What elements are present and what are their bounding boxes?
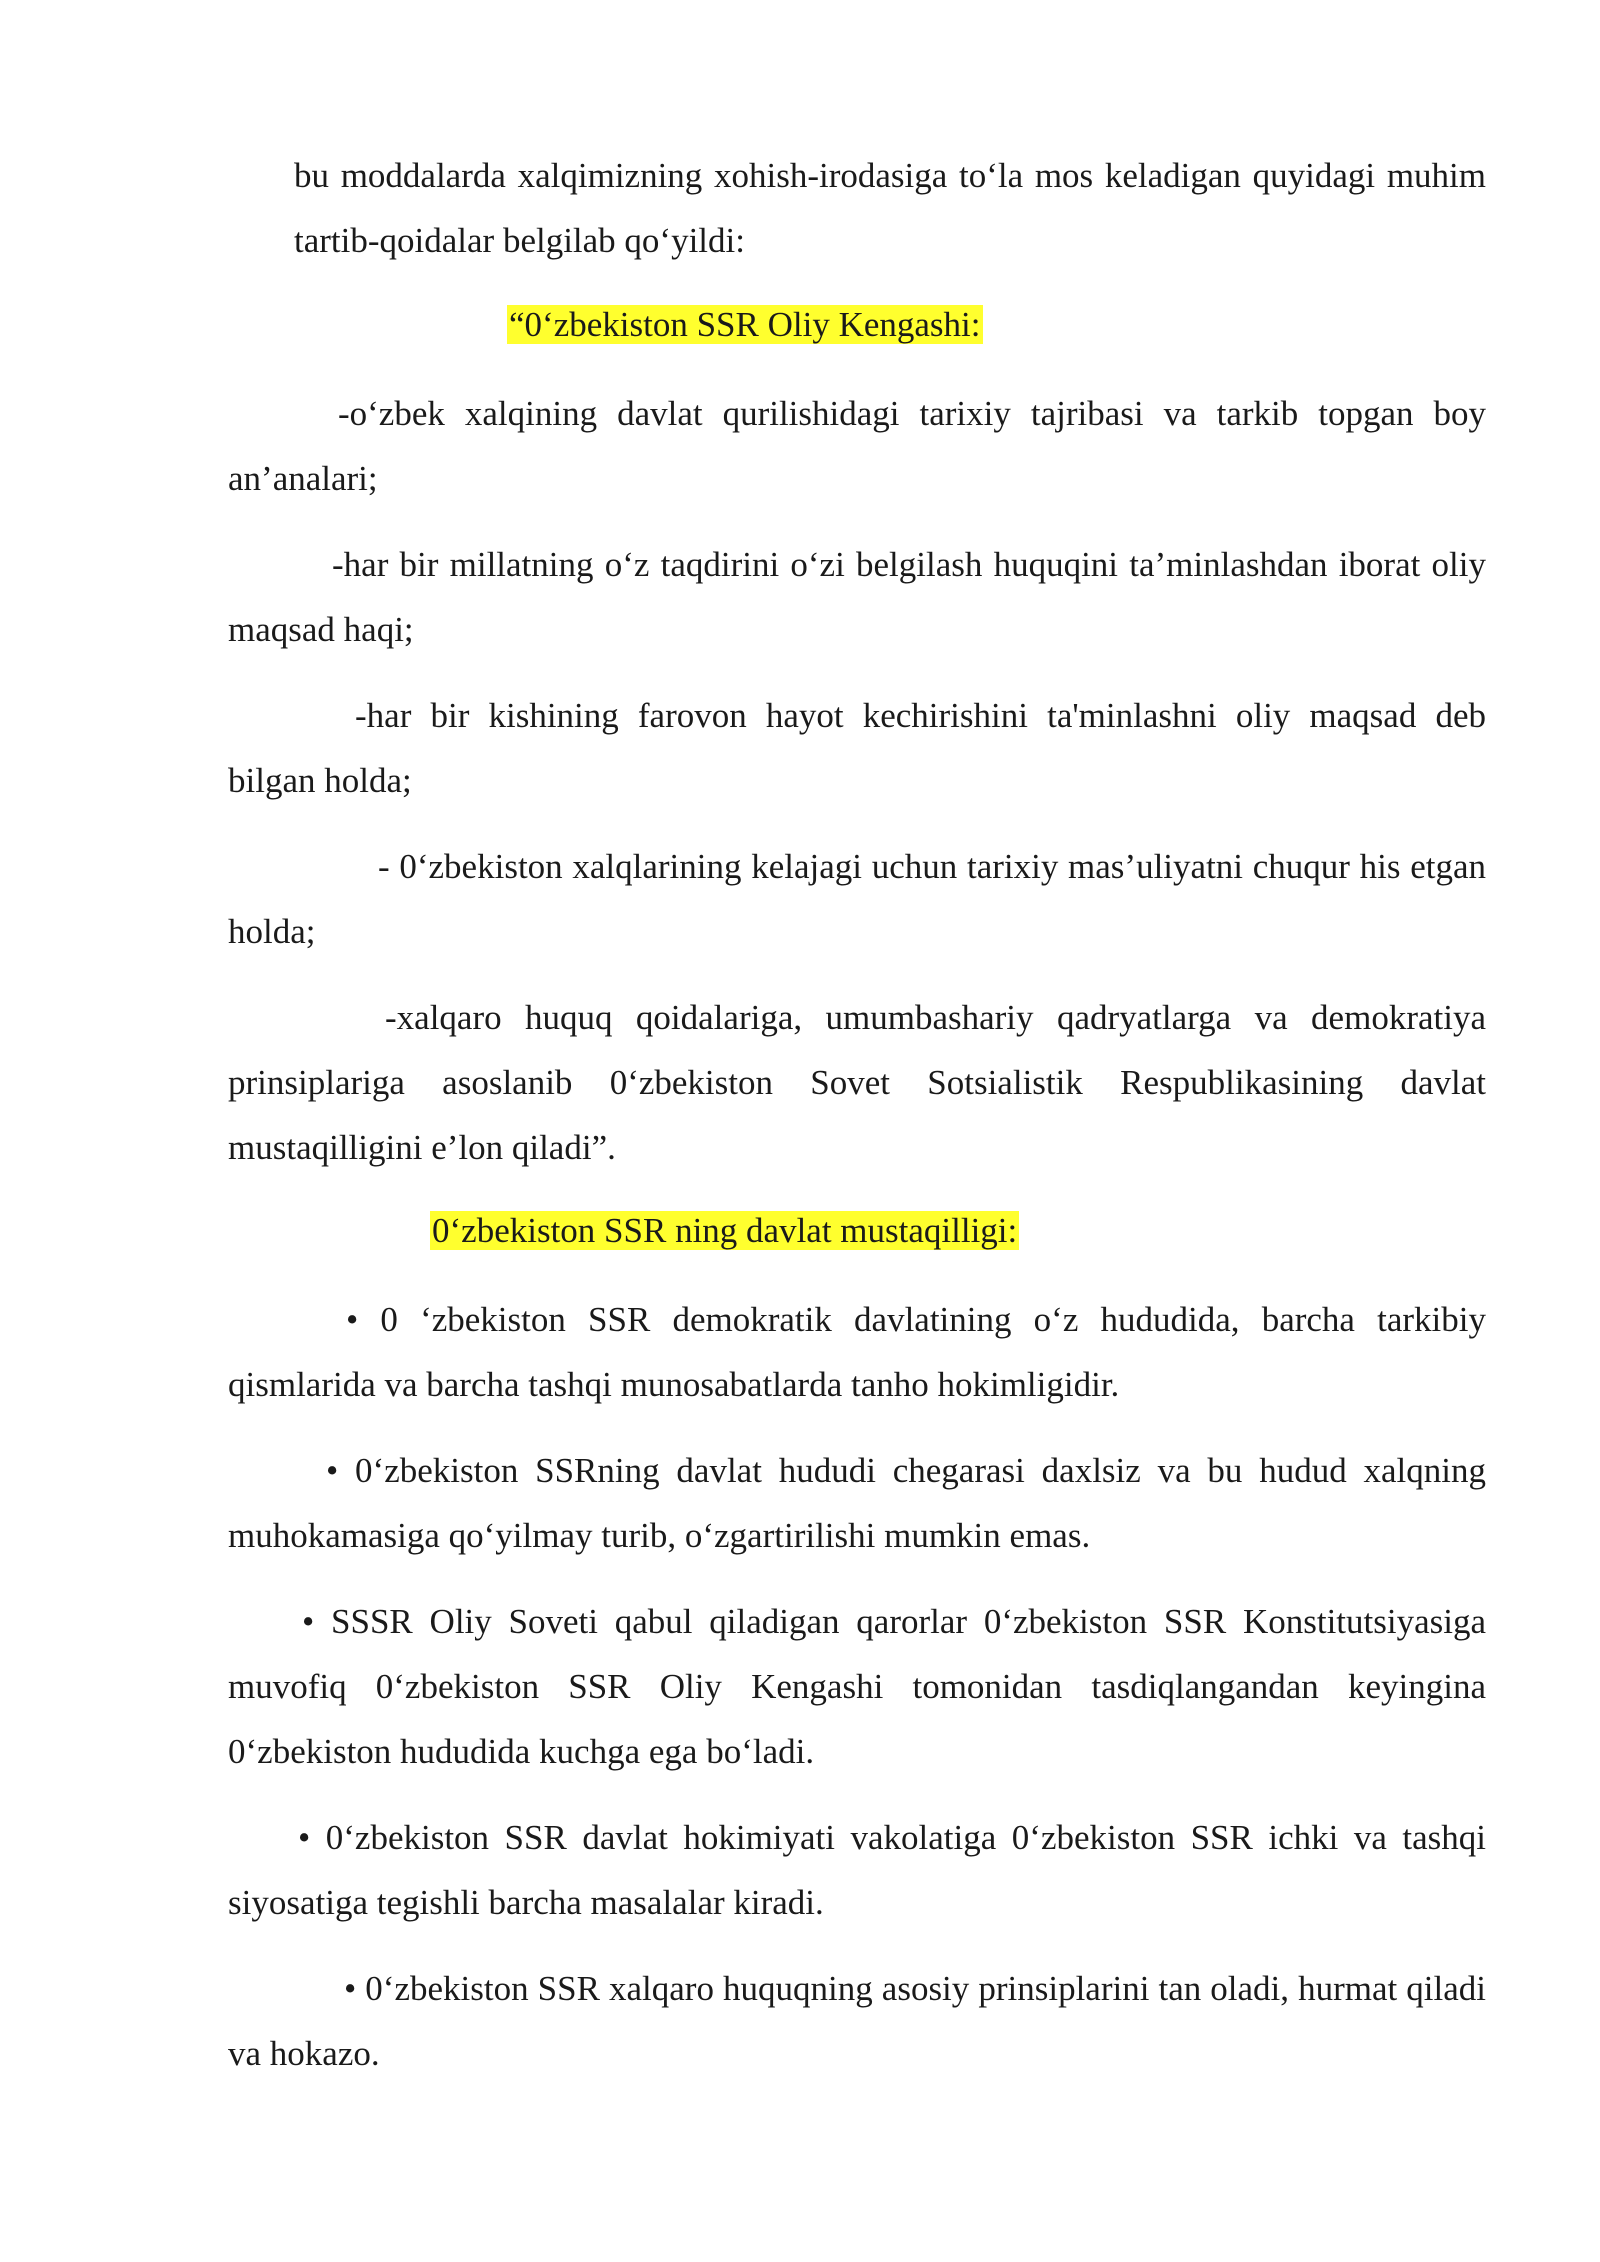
clause-paragraph: -xalqaro huquq qoidalariga, umumbashariy qadryatlarga va demokratiya prinsiplariga asoslanib 0‘zbekiston Sovet Sotsialistik Respublikasining davlat mustaqilligini e’lon qiladi”. (228, 998, 1486, 1167)
bullet-paragraph: • 0 ‘zbekiston SSR demokratik davlatining o‘z hududida, barcha tarkibiy qismlarida va barcha tashqi munosabatlarda tanho hokimligidir. (228, 1300, 1486, 1404)
bullet-paragraph: • 0‘zbekiston SSR xalqaro huquqning asosiy prinsiplarini tan oladi, hurmat qiladi va hokazo. (228, 1969, 1486, 2073)
clause-paragraph: -har bir kishining farovon hayot kechirishini ta'minlashni oliy maqsad deb bilgan holda; (228, 696, 1486, 800)
clause-paragraph: - 0‘zbekiston xalqlarining kelajagi uchun tarixiy mas’uliyatni chuqur his etgan holda; (228, 847, 1486, 951)
bullet-paragraph: • 0‘zbekiston SSR davlat hokimiyati vakolatiga 0‘zbekiston SSR ichki va tashqi siyosatiga tegishli barcha masalalar kiradi. (228, 1818, 1486, 1922)
bullet-paragraph: • 0‘zbekiston SSRning davlat hududi chegarasi daxlsiz va bu hudud xalqning muhokamasiga qo‘yilmay turib, o‘zgartirilishi mumkin emas. (228, 1451, 1486, 1555)
highlighted-text: 0‘zbekiston SSR ning davlat mustaqilligi: (432, 1211, 1018, 1250)
heading-davlat-mustaqilligi (430, 1208, 1019, 1254)
highlighted-text: “0‘zbekiston SSR Oliy Kengashi: (509, 305, 981, 344)
bullet-paragraph: • SSSR Oliy Soveti qabul qiladigan qarorlar 0‘zbekiston SSR Konstitutsiyasiga muvofiq 0‘zbekiston SSR Oliy Kengashi tomonidan tasdiqlangandan keyingina 0‘zbekiston hududida kuchga ega bo‘ladi. (228, 1602, 1486, 1771)
clause-paragraph: -har bir millatning o‘z taqdirini o‘zi belgilash huquqini ta’minlashdan iborat oliy maqsad haqi; (228, 545, 1486, 649)
clause-paragraph: -o‘zbek xalqining davlat qurilishidagi tarixiy tajribasi va tarkib topgan boy an’analari; (228, 394, 1486, 498)
intro-paragraph: bu moddalarda xalqimizning xohish-irodasiga to‘la mos keladigan quyidagi muhim tartib-qoidalar belgilab qo‘yildi: (294, 156, 1486, 260)
heading-oliy-kengashi (507, 302, 983, 348)
